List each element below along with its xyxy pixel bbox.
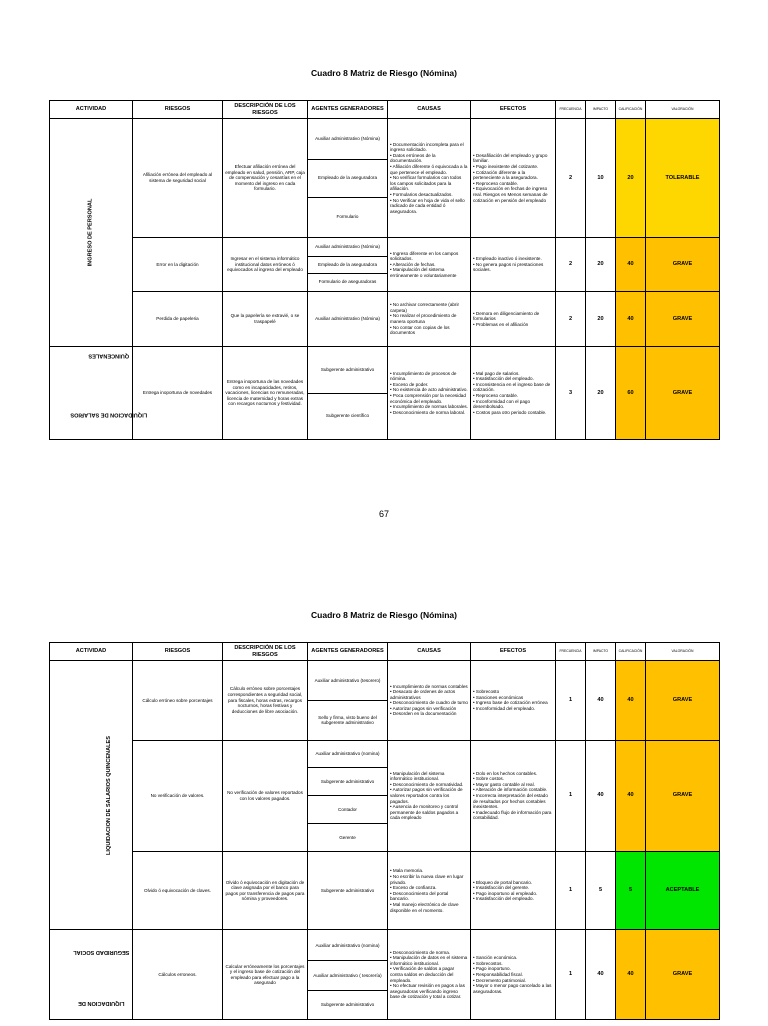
header-row	[50, 101, 720, 119]
frequency-cell: 1	[556, 661, 586, 740]
impact-cell: 40	[586, 661, 616, 740]
header-agentes: AGENTES GENERADORES	[308, 643, 388, 661]
agent-item: Formulario de aseguradoras	[308, 273, 387, 291]
agent-item: Subgerente administrativo	[308, 991, 387, 1019]
risk-matrix-table	[49, 642, 720, 1020]
causes-cell: • Incumplimiento de procesos de nómina. • Exceso de poder. • No existencia de acto administrativo. • Poca comprensión por la necesidad económica del empleado. • Incumplimiento de normas laborales. • Desconocimiento de norma laboral.	[388, 347, 471, 440]
description-cell: Efectuar afiliación errónea del empleado en salud, pensión, ARP, caja de compensación y cesantías en el momento del ingreso en cada formulario.	[223, 119, 308, 238]
effects-cell: • Desafiliación del empleado y grupo familiar. • Pago inexistente del cotizante. • Cotización diferente a la perteneciente a la aseguradora. • Reproceso contable. • Equivocación en fechas de ingreso real. Riesgos en Menos semanas de cotización en pensión del empleado	[471, 119, 556, 238]
causes-cell: • Desconocimiento de norma. • Manipulación de datos en el sistema informático institucional. • Verificación de saldos a pagar contra saldos en deducción del empleado. • No efectuar revisión en pagos a las aseguradoras verificando ingreso base de cotización y total a cotizar.	[388, 930, 471, 1020]
activity-cell	[50, 119, 133, 347]
table-row	[50, 661, 720, 740]
table-row	[50, 852, 720, 930]
activity-cell	[50, 347, 148, 440]
header-agentes: AGENTES GENERADORES	[308, 101, 388, 119]
description-cell: Entrega inoportuna de las novedades como en incapacidades, retiros, vacaciones, licencias no remuneradas, licencia de maternidad y horas extras con recargos nocturnos y festividad.	[223, 347, 308, 440]
agent-item: Auxiliar administrativo (tesorero)	[314, 677, 381, 683]
agent-item: Auxiliar administrativo (nomina)	[315, 942, 380, 948]
header-causas: CAUSAS	[388, 101, 471, 119]
effects-cell: • Sanción económica. • Sobrecostos. • Pago inoportuno. • Responsabilidad fiscal. • Decremento patrimonial. • Mayor o menor pago cancelado a las aseguradoras.	[471, 930, 556, 1020]
impact-cell: 10	[586, 119, 616, 238]
risk-cell: Olvido ó equivocación de claves.	[133, 852, 223, 930]
risk-cell: Entrega inoportuna de novedades	[133, 347, 223, 440]
header-descripcion: DESCRIPCIÓN DE LOS RIESGOS	[223, 101, 308, 119]
description-cell: Cálculo erróneo sobre porcentajes correspondientes a seguridad social, para fiscales, horas extras, recargos nocturnos, horas festivas y deducciones de libre asociación.	[223, 661, 308, 740]
rating-cell: ACEPTABLE	[646, 852, 720, 930]
description-cell: No verificación de valores reportados con los valores pagados.	[223, 740, 308, 852]
description-cell: Calcular erróneamente los porcentajes y el ingreso base de cotización del empleado para efectuar pago a la asegurado	[223, 930, 308, 1020]
header-causas: CAUSAS	[388, 643, 471, 661]
risk-cell: Cálculos erroneos.	[133, 930, 223, 1020]
effects-cell: • Dolo en los hechos contables. • Sobre costos. • Mayor gasto contable al real. • Alteración de información contable. • Incorrecta interpretación del estado de resultados por hechos contables inexistentes. • Inadecuado flujo de información para contabilidad.	[471, 740, 556, 852]
header-actividad: ACTIVIDAD	[50, 101, 133, 119]
table-row	[50, 292, 720, 347]
agent-item: Empleado de la aseguradora	[308, 256, 387, 273]
activity-label: LIQUIDACION DE SALARIOSQUINCENALES	[70, 352, 148, 417]
effects-cell: • Demora en diligenciamiento de formularios • Problemas en el afiliación	[471, 292, 556, 347]
agents-cell	[308, 740, 388, 852]
agent-item: Auxiliar administrativo ( tesorería)	[308, 961, 387, 991]
description-cell: Ingresar en el sistema informático institucional datos erróneos ó equivocados al ingreso del empleado	[223, 238, 308, 292]
page-title: Cuadro 8 Matriz de Riesgo (Nómina)	[311, 68, 457, 78]
frequency-cell: 1	[556, 852, 586, 930]
risk-cell: Error en la digitación	[133, 238, 223, 292]
causes-cell: • Manipulación del sistema informático institucional. • Desconocimiento de normatividad. • Autorizar pagos sin verificación de valores reportados contra los pagados. • Ausencia de monitoreo y control permanente de saldos pagados a cada empleado	[388, 740, 471, 852]
rating-cell: GRAVE	[646, 347, 720, 440]
impact-cell: 40	[586, 930, 616, 1020]
causes-cell: • Ingreso diferente en los campos solicitados. • Alteración de fechas. • Manipulación del sistema erróneamente o voluntariamente	[388, 238, 471, 292]
agent-item: Auxiliar administrativo (nomina)	[315, 751, 380, 757]
agent-item: Auxiliar administrativo (Nómina)	[315, 135, 380, 141]
effects-cell: • Sobrecosto • Sanciones económicas • Ingreso base de cotización errónea • Inconformidad del empleado.	[471, 661, 556, 740]
effects-cell: • Bloqueo de portal bancario. • Insatisfacción del gerente. • Pago inoportuno al empleado. • Insatisfacción del empleado.	[471, 852, 556, 930]
effects-cell: • Mal pago de salarios. • Insatisfacción del empleado. • Inconsistencia en el ingreso base de cotización. • Reproceso contable. • Inconformidad con el pago desembolsado. • Costos para otro periodo contable.	[471, 347, 556, 440]
agent-item: Auxiliar administrativo (Nómina)	[315, 243, 380, 249]
agents-cell: Subgerente administrativo	[308, 852, 388, 930]
rating-cell: TOLERABLE	[646, 119, 720, 238]
header-efectos: EFECTOS	[471, 101, 556, 119]
agent-item: Empleado de la aseguradora	[308, 159, 387, 197]
frequency-cell: 1	[556, 740, 586, 852]
impact-cell: 20	[586, 238, 616, 292]
header-valoracion: VALORACIÓN	[646, 643, 720, 661]
activity-cell	[50, 930, 133, 1020]
causes-cell: • Incumplimiento de normas contables • Desacato de ordenes de actos administrativos • Desconocimiento de cuadro de turno • Autorizar pagos sin verificación • Desorden en la documentación	[388, 661, 471, 740]
page-title: Cuadro 8 Matriz de Riesgo (Nómina)	[311, 610, 457, 620]
impact-cell: 20	[586, 347, 616, 440]
activity-label: INGRESO DE PERSONAL	[87, 198, 94, 267]
frequency-cell: 2	[556, 292, 586, 347]
header-row	[50, 643, 720, 661]
table-row	[50, 347, 720, 440]
score-cell: 60	[616, 347, 646, 440]
table-row	[50, 119, 720, 238]
frequency-cell: 3	[556, 347, 586, 440]
description-cell: Que la papelería se extravié, o se traspapelé	[223, 292, 308, 347]
header-efectos: EFECTOS	[471, 643, 556, 661]
agents-cell	[308, 930, 388, 1020]
agent-item: Gerente	[308, 824, 387, 851]
activity-cell	[50, 661, 133, 930]
agent-item: Subgerente administrativo	[308, 768, 387, 796]
causes-cell: • Mala memoria. • No escribir la nueva clave en lugar privado. • Exceso de confianza. • Desconocimiento del portal bancario. • Mal manejo electrónico de clave disponible en el momento.	[388, 852, 471, 930]
risk-cell: No verificación de valores.	[133, 740, 223, 852]
rating-cell: GRAVE	[646, 661, 720, 740]
score-cell: 40	[616, 238, 646, 292]
agent-item: Contador	[308, 796, 387, 824]
impact-cell: 20	[586, 292, 616, 347]
risk-cell: Cálculo erróneo sobre porcentajes	[133, 661, 223, 740]
agents-cell	[308, 347, 388, 440]
description-cell: Olvido ó equivocación en digitación de clave asignada por el banco para pagos por transferencia de pagos para nómina y proveedores.	[223, 852, 308, 930]
frequency-cell: 1	[556, 930, 586, 1020]
agents-cell	[308, 661, 388, 740]
header-valoracion: VALORACIÓN	[646, 101, 720, 119]
causes-cell: • No archivar correctamente (abrir carpeta) • No realizar el procedimiento de manera oportuna • No contar con copias de los documentos	[388, 292, 471, 347]
agents-cell	[308, 238, 388, 292]
rating-cell: GRAVE	[646, 238, 720, 292]
risk-cell: Perdida de papeleria	[133, 292, 223, 347]
agent-item: Subgerente administrativo	[320, 366, 375, 372]
rating-cell: GRAVE	[646, 740, 720, 852]
header-impacto: IMPACTO	[586, 101, 616, 119]
risk-cell: Afiliación errónea del empleado al sistema de seguridad social	[133, 119, 223, 238]
table-row	[50, 740, 720, 852]
table-row	[50, 238, 720, 292]
header-frecuencia: FRECUENCIA	[556, 643, 586, 661]
rating-cell: GRAVE	[646, 292, 720, 347]
rating-cell: GRAVE	[646, 930, 720, 1020]
header-riesgos: RIESGOS	[133, 643, 223, 661]
score-cell: 40	[616, 292, 646, 347]
agents-cell	[308, 119, 388, 238]
header-impacto: IMPACTO	[586, 643, 616, 661]
agents-cell: Auxiliar administrativo (Nómina)	[308, 292, 388, 347]
activity-label: LIQUIDACION DE SALARIOS QUINCENALES	[106, 735, 113, 855]
frequency-cell: 2	[556, 119, 586, 238]
header-frecuencia: FRECUENCIA	[556, 101, 586, 119]
page-number: 67	[378, 509, 389, 519]
score-cell: 20	[616, 119, 646, 238]
causes-cell: • Documentación incompleta para el ingreso solicitado. • Datos erróneos de la documentación. • Afiliación diferente ó equivocada a la que pertenece el empleado. • No verificar formularios con todos los campos solicitados para la afiliación. • Formularios desactualizados. • No Verificar en hoja de vida el sello radicado de cada entidad ó aseguradora.	[388, 119, 471, 238]
risk-matrix-table	[49, 100, 720, 440]
effects-cell: • Empleado inactivo ó inexistente. • No genera pagos ni prestaciones sociales.	[471, 238, 556, 292]
table-row	[50, 930, 720, 1020]
score-cell: 5	[616, 852, 646, 930]
header-riesgos: RIESGOS	[133, 101, 223, 119]
frequency-cell: 2	[556, 238, 586, 292]
header-calificacion: CALIFICACIÓN	[616, 643, 646, 661]
impact-cell: 40	[586, 740, 616, 852]
impact-cell: 5	[586, 852, 616, 930]
header-calificacion: CALIFICACIÓN	[616, 101, 646, 119]
activity-label: LIQUIDACION DESEGURIDAD SOCIAL	[73, 949, 130, 1007]
agent-item: Subgerente científico	[308, 393, 387, 439]
score-cell: 40	[616, 661, 646, 740]
score-cell: 40	[616, 740, 646, 852]
agent-item: Sello y firma, visto bueno del subgerente administrativo	[308, 700, 387, 739]
agent-item: Formulario	[308, 197, 387, 237]
score-cell: 40	[616, 930, 646, 1020]
header-actividad: ACTIVIDAD	[50, 643, 133, 661]
header-descripcion: DESCRIPCIÓN DE LOS RIESGOS	[223, 643, 308, 661]
